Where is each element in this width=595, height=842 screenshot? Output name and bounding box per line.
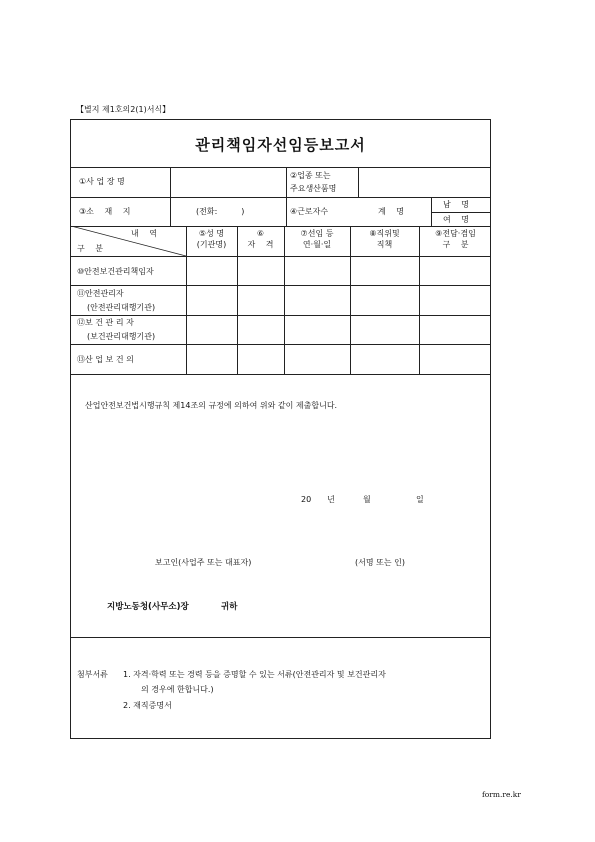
row-label-safety-health-officer: ⑩안전보건관리책임자 xyxy=(77,267,154,276)
divider xyxy=(358,167,359,197)
row-label-health-manager-agency: (보건관리대행기관) xyxy=(87,332,156,341)
total-workers-label: 계 명 xyxy=(378,207,404,216)
divider xyxy=(71,167,490,168)
divider xyxy=(71,374,490,375)
recipient-office: 지방노동청(사무소)장 xyxy=(107,602,189,612)
row-label-occupational-physician: ⑬산 업 보 건 의 xyxy=(77,355,134,364)
corner-label-bottom: 구 분 xyxy=(77,244,103,253)
date-month: 월 xyxy=(363,495,371,504)
column-header-line2: 구 분 xyxy=(442,240,469,249)
female-workers-label: 여 명 xyxy=(443,215,469,224)
column-header-line1: ⑨전담·겸임 xyxy=(435,229,476,238)
divider xyxy=(71,315,490,316)
divider xyxy=(71,344,490,345)
industry-label-line2: 주요생산품명 xyxy=(290,184,337,193)
row-label-health-manager: ⑫보 건 관 리 자 xyxy=(77,318,134,327)
column-header-line1: ⑤성 명 xyxy=(198,229,225,238)
column-header-duty-type xyxy=(419,228,492,250)
divider xyxy=(71,285,490,286)
divider xyxy=(431,212,490,213)
industry-label-line1: ②업종 또는 xyxy=(290,171,331,180)
row-label-safety-manager: ⑪안전관리자 xyxy=(77,289,124,298)
workers-label: ④근로자수 xyxy=(290,207,329,216)
date-year: 20 년 xyxy=(301,495,335,504)
column-header-line2: (기관명) xyxy=(196,240,227,249)
column-header-line2: 자 격 xyxy=(247,240,274,249)
column-header-name xyxy=(186,228,237,250)
male-workers-label: 남 명 xyxy=(443,200,469,209)
divider xyxy=(170,167,171,226)
date-day: 일 xyxy=(416,495,424,504)
divider xyxy=(71,197,490,198)
form-title: 관리책임자선임등보고서 xyxy=(195,136,366,154)
signature-label: (서명 또는 인) xyxy=(355,558,405,567)
row-label-safety-manager-agency: (안전관리대행기관) xyxy=(87,303,156,312)
column-header-line2: 연·월·일 xyxy=(302,240,332,249)
divider xyxy=(71,256,490,257)
divider xyxy=(286,167,287,226)
recipient-honorific: 귀하 xyxy=(221,602,238,612)
business-name-label: ①사 업 장 명 xyxy=(79,177,125,186)
reporter-label: 보고인(사업주 또는 대표자) xyxy=(155,558,252,567)
column-header-line1: ⑧직위및 xyxy=(369,229,400,238)
column-header-line1: ⑥ xyxy=(256,229,265,238)
submission-statement: 산업안전보건법시행규칙 제14조의 규정에 의하여 위와 같이 제출합니다. xyxy=(85,401,338,410)
corner-label-top: 내 역 xyxy=(131,229,157,238)
divider xyxy=(431,197,432,226)
column-header-position xyxy=(350,228,419,250)
column-header-line1: ⑦선임 등 xyxy=(300,229,334,238)
source-watermark: form.re.kr xyxy=(482,790,521,799)
column-header-line2: 직책 xyxy=(376,240,393,249)
attachments-label: 첨부서류 xyxy=(77,670,108,679)
location-label: ③소 재 지 xyxy=(79,207,131,216)
attachment-item-1-continued: 의 경우에 한합니다.) xyxy=(141,685,214,694)
attachment-item-1: 1. 자격·학력 또는 경력 등을 증명할 수 있는 서류(안전관리자 및 보건관리자 xyxy=(123,670,386,679)
column-header-appointment-date xyxy=(284,228,350,250)
report-form xyxy=(70,119,491,739)
form-caption: 【별지 제1호의2(1)서식】 xyxy=(76,105,171,114)
phone-label: (전화: ) xyxy=(196,207,245,216)
attachment-item-2: 2. 재직증명서 xyxy=(123,701,172,710)
divider xyxy=(71,637,490,638)
column-header-qualification xyxy=(237,228,284,250)
